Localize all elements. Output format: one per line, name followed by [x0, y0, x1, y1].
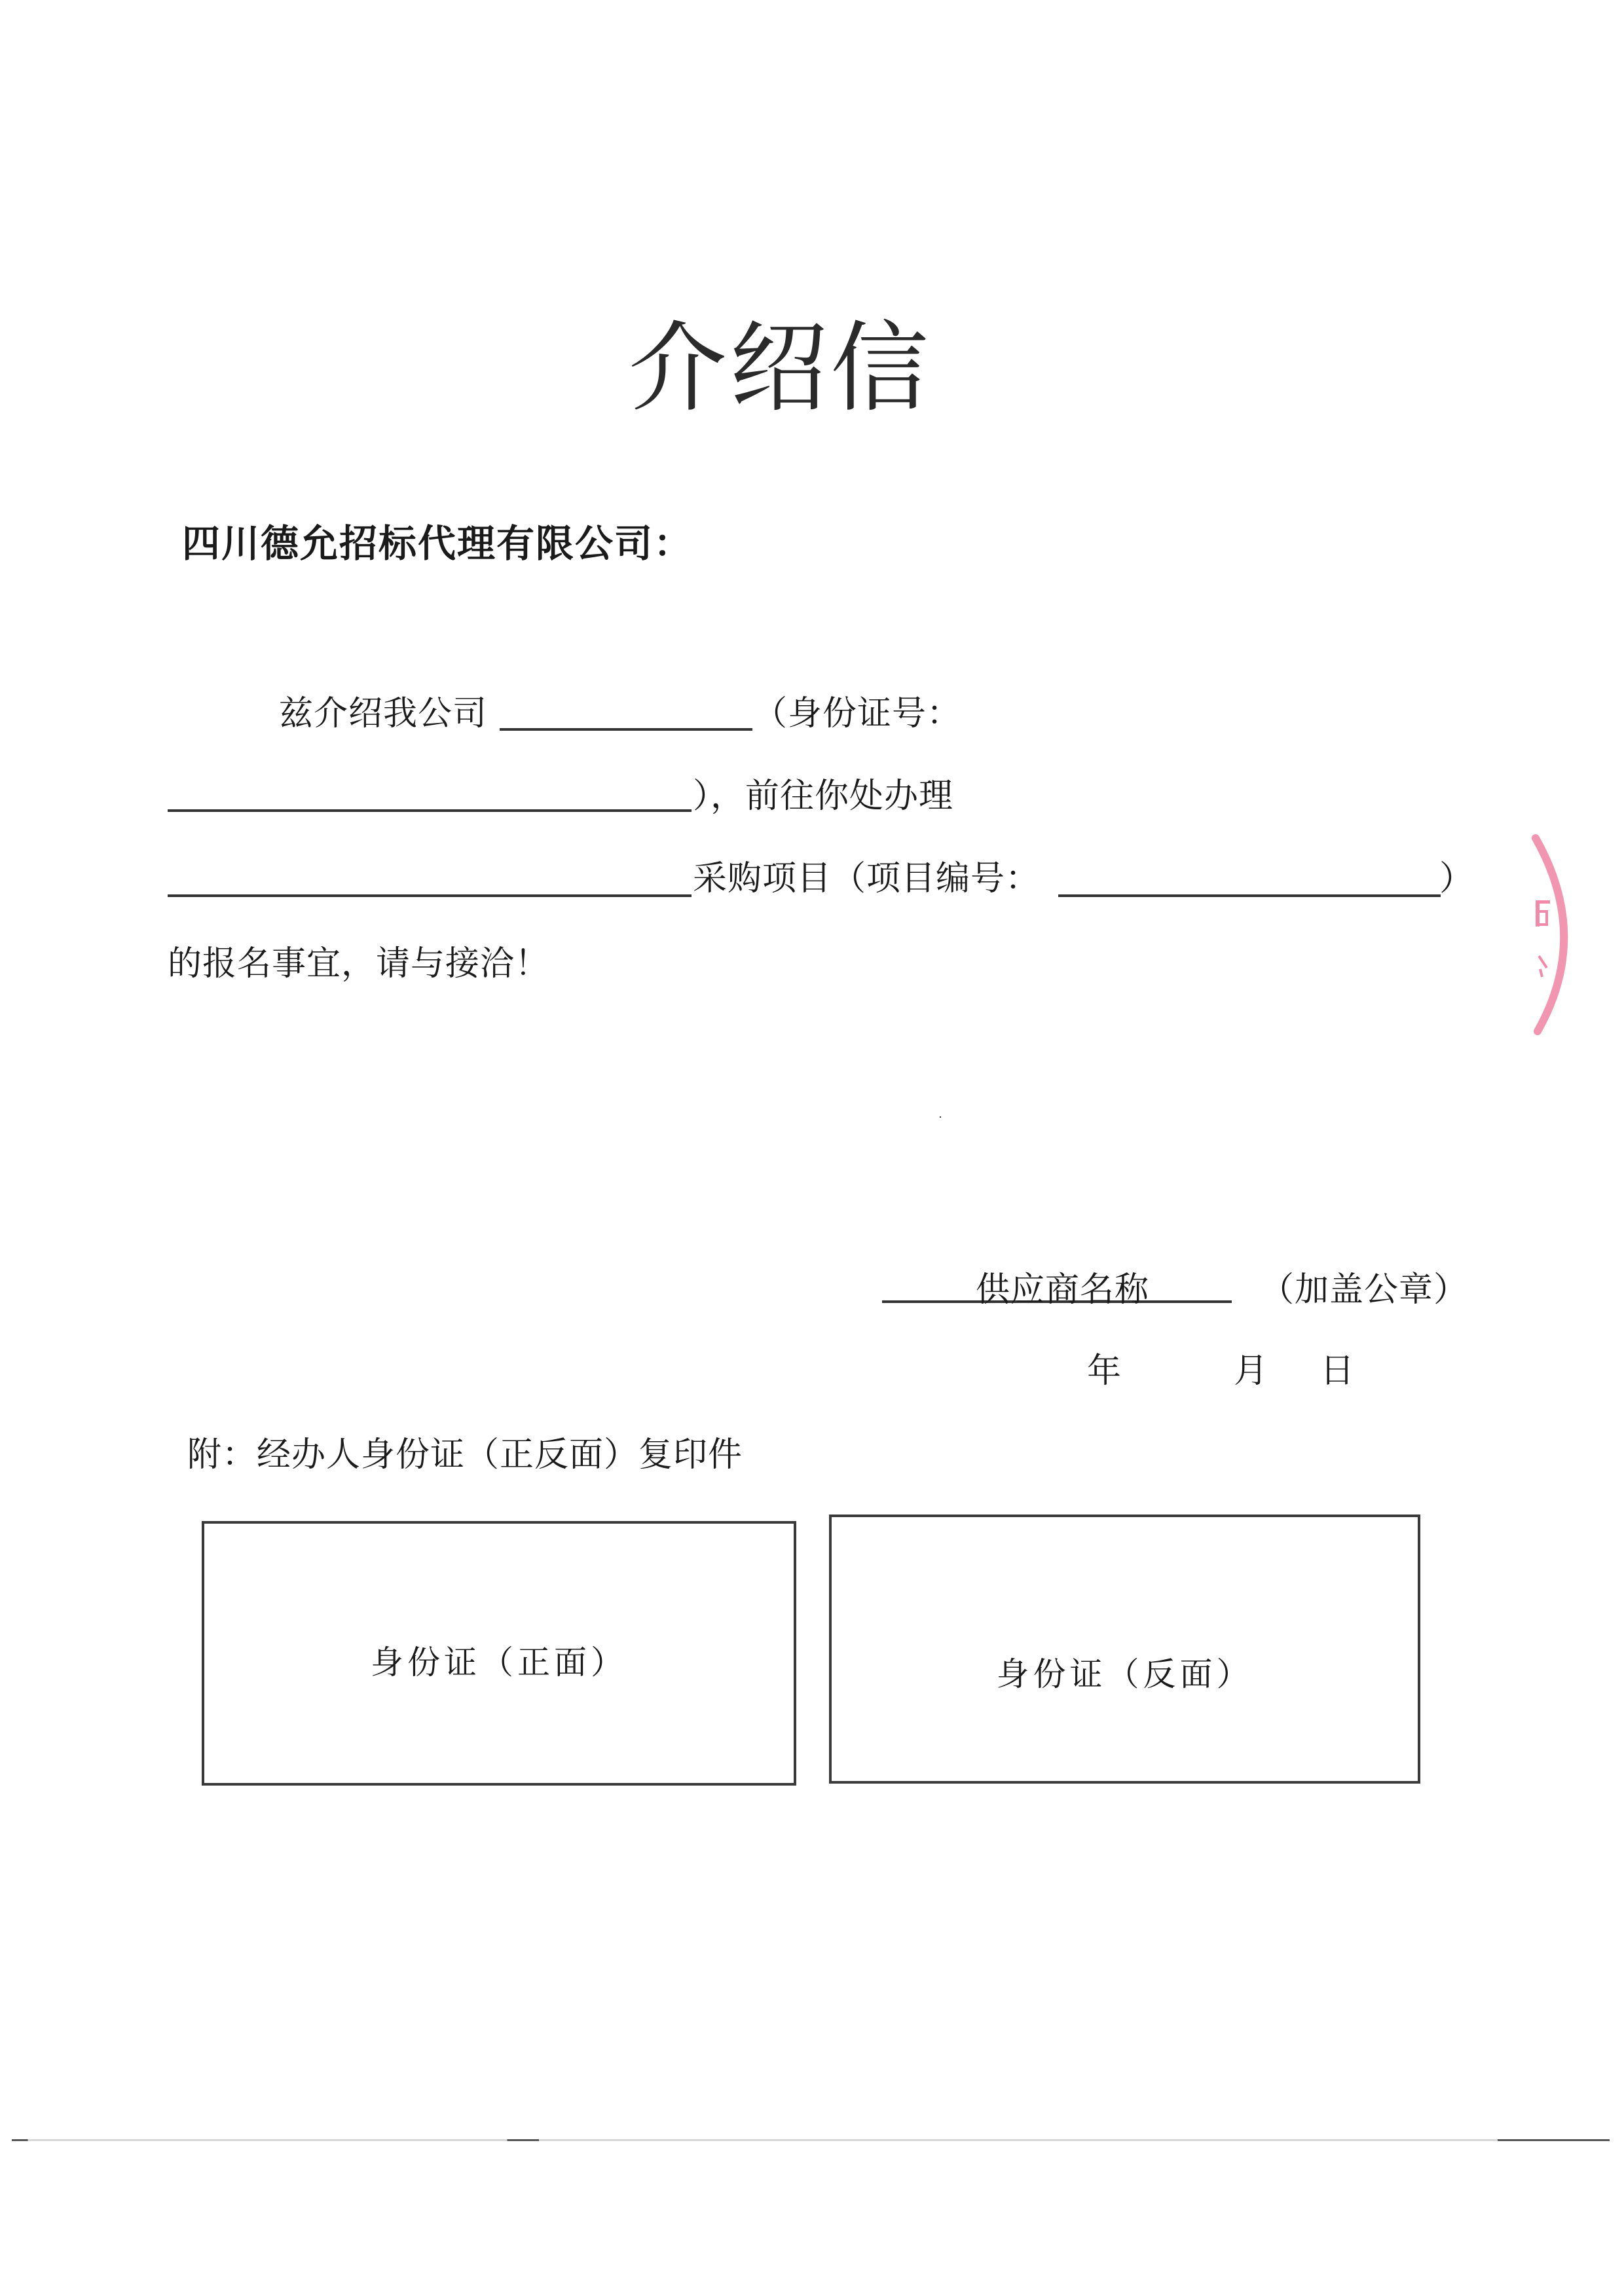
body-line3-suffix: ） — [1439, 859, 1475, 898]
id-card-back-box[interactable] — [829, 1515, 1420, 1784]
body-line2-suffix: ），前往你处办理 — [693, 777, 954, 816]
body-line4: 的报名事宜，请与接洽！ — [168, 944, 550, 983]
page-bottom-rule — [12, 2139, 1610, 2141]
date-day-label: 日 — [1320, 1351, 1356, 1391]
seal-note: （加盖公章） — [1260, 1270, 1469, 1310]
attachment-note: 附：经办人身份证（正反面）复印件 — [187, 1435, 743, 1475]
date-year-label: 年 — [1087, 1351, 1122, 1391]
representative-name-blank[interactable] — [500, 728, 752, 731]
company-seal-fragment-icon — [1460, 832, 1578, 1041]
supplier-name-label: 供应商名称 — [976, 1270, 1150, 1310]
body-line1-prefix: 兹介绍我公司 — [279, 694, 488, 733]
id-card-back-label: 身份证（反面） — [996, 1655, 1253, 1693]
date-month-label: 月 — [1234, 1351, 1269, 1391]
project-name-blank[interactable] — [168, 894, 692, 897]
id-card-front-box[interactable] — [202, 1521, 796, 1786]
scan-speck — [940, 1116, 941, 1118]
id-number-blank[interactable] — [168, 809, 692, 812]
addressee: 四川德允招标代理有限公司： — [182, 521, 693, 566]
body-line3-middle: 采购项目（项目编号： — [693, 859, 1041, 898]
id-card-front-label: 身份证（正面） — [371, 1643, 627, 1681]
project-number-blank[interactable] — [1058, 894, 1441, 897]
body-line1-suffix: （身份证号： — [753, 694, 962, 733]
document-title: 介绍信 — [629, 312, 932, 426]
